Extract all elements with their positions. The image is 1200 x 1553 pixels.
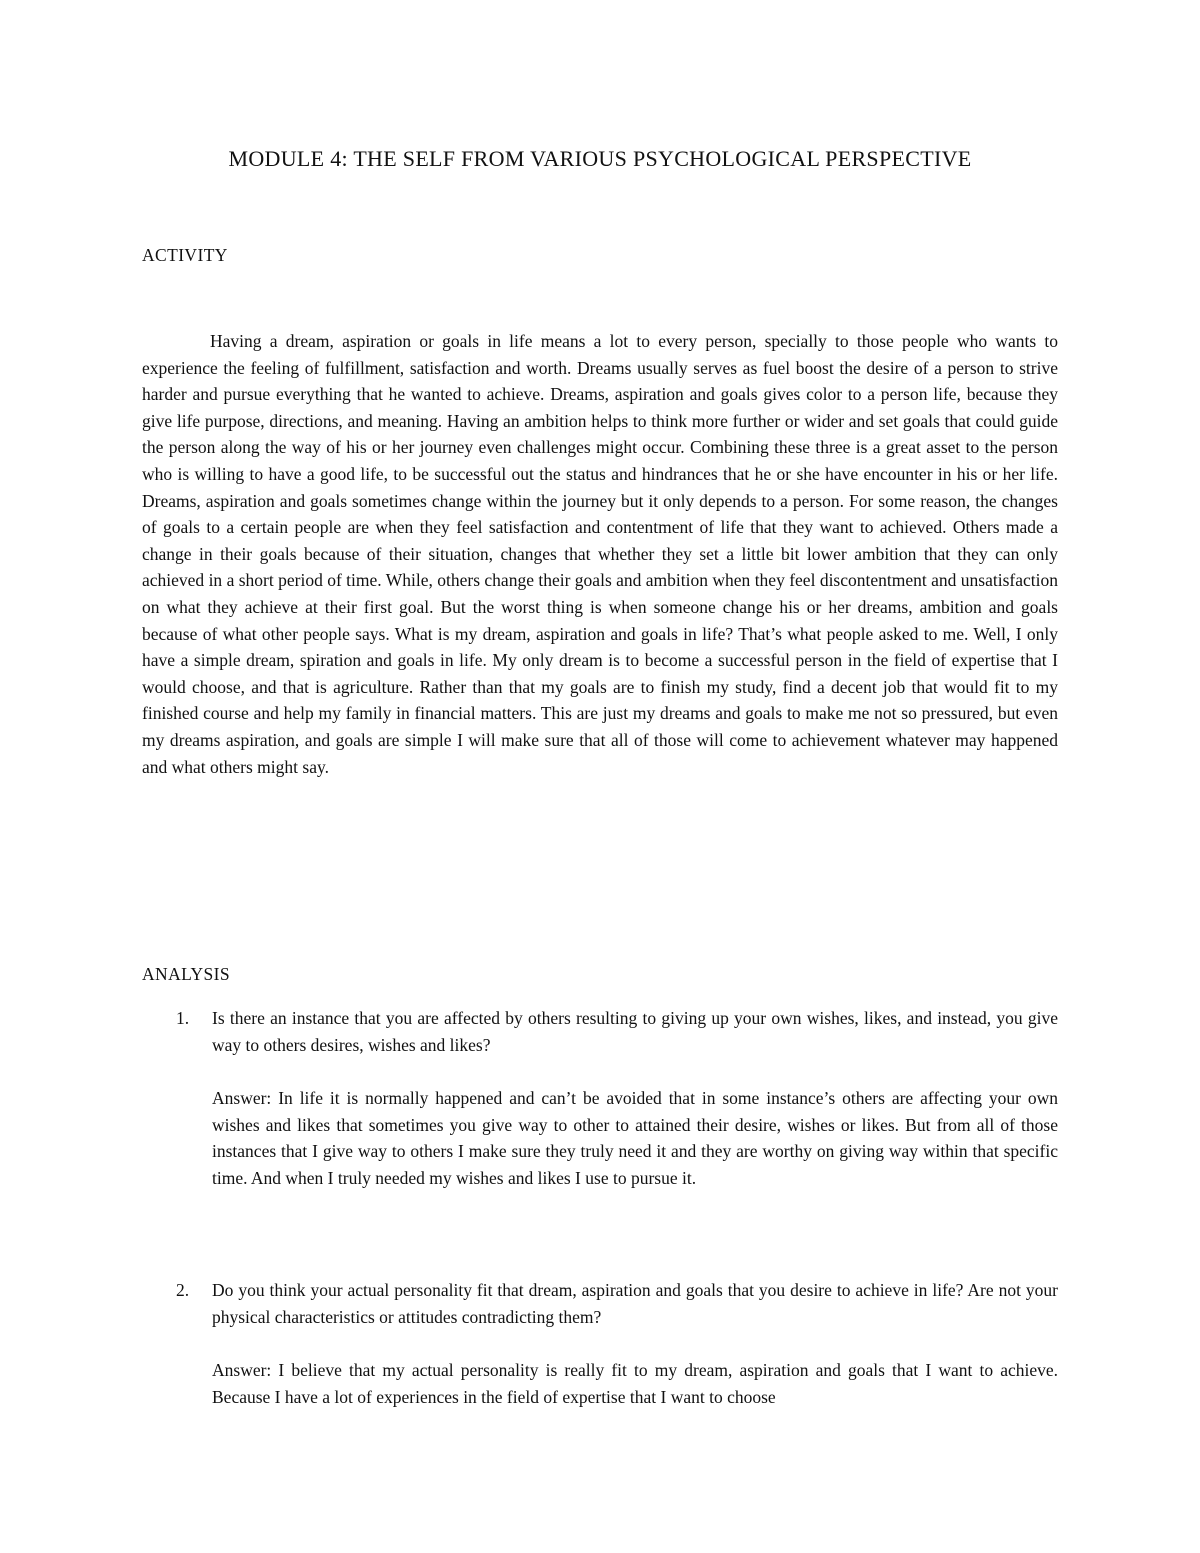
analysis-answer: Answer: I believe that my actual personality is really fit to my dream, aspiration and goals that I want to achieve. Because I have a lot of experiences in the field of expertise that I want to choose xyxy=(212,1360,1058,1407)
document-title: MODULE 4: THE SELF FROM VARIOUS PSYCHOLOGICAL PERSPECTIVE xyxy=(228,146,972,171)
analysis-list-item-1-container xyxy=(142,1005,1058,1192)
item-number: 1. xyxy=(176,1008,190,1028)
analysis-answer: Answer: In life it is normally happened and can’t be avoided that in some instance’s others are affecting your own wishes and likes that sometimes you give way to other to attained their desire, wishes or likes. But from all of those instances that I give way to others I make sure they truly need it and they are worthy on giving way within that specific time. And when I truly needed my wishes and likes I use to pursue it. xyxy=(212,1088,1058,1188)
analysis-heading: ANALYSIS xyxy=(142,964,230,984)
activity-heading: ACTIVITY xyxy=(142,245,228,265)
analysis-item xyxy=(142,1277,1058,1410)
activity-paragraph: Having a dream, aspiration or goals in life means a lot to every person, specially to those people who wants to experience the feeling of fulfillment, satisfaction and worth. Dreams usually serves as fuel boost the desire of a person to strive harder and pursue everything that he wanted to achieve. Dreams, aspiration and goals gives color to a person life, because they give life purpose, directions, and meaning. Having an ambition helps to think more further or wider and set goals that could guide the person along the way of his or her journey even challenges might occur. Combining these three is a great asset to the person who is willing to have a good life, to be successful out the status and hindrances that he or she have encounter in his or her life. Dreams, aspiration and goals sometimes change within the journey but it only depends to a person. For some reason, the changes of goals to a certain people are when they feel satisfaction and contentment of life that they want to achieved. Others made a change in their goals because of their situation, changes that whether they set a little bit lower ambition that they can only achieved in a short period of time. While, others change their goals and ambition when they feel discontentment and unsatisfaction on what they achieve at their first goal. But the worst thing is when someone change his or her dreams, ambition and goals because of what other people says. What is my dream, aspiration and goals in life? That’s what people asked to me. Well, I only have a simple dream, spiration and goals in life. My only dream is to become a successful person in the field of expertise that I would choose, and that is agriculture. Rather than that my goals are to finish my study, find a decent job that would fit to my finished course and help my family in financial matters. This are just my dreams and goals to make me not so pressured, but even my dreams aspiration, and goals are simple I will make sure that all of those will come to achievement whatever may happened and what others might say. xyxy=(142,331,1058,777)
analysis-question: Do you think your actual personality fit that dream, aspiration and goals that you desire to achieve in life? Are not your physical characteristics or attitudes contradicting them? xyxy=(212,1280,1058,1327)
analysis-item xyxy=(142,1005,1058,1192)
analysis-list-item-2-container xyxy=(142,1277,1058,1410)
analysis-question: Is there an instance that you are affected by others resulting to giving up your own wishes, likes, and instead, you give way to others desires, wishes and likes? xyxy=(212,1008,1058,1055)
item-number: 2. xyxy=(176,1280,190,1300)
